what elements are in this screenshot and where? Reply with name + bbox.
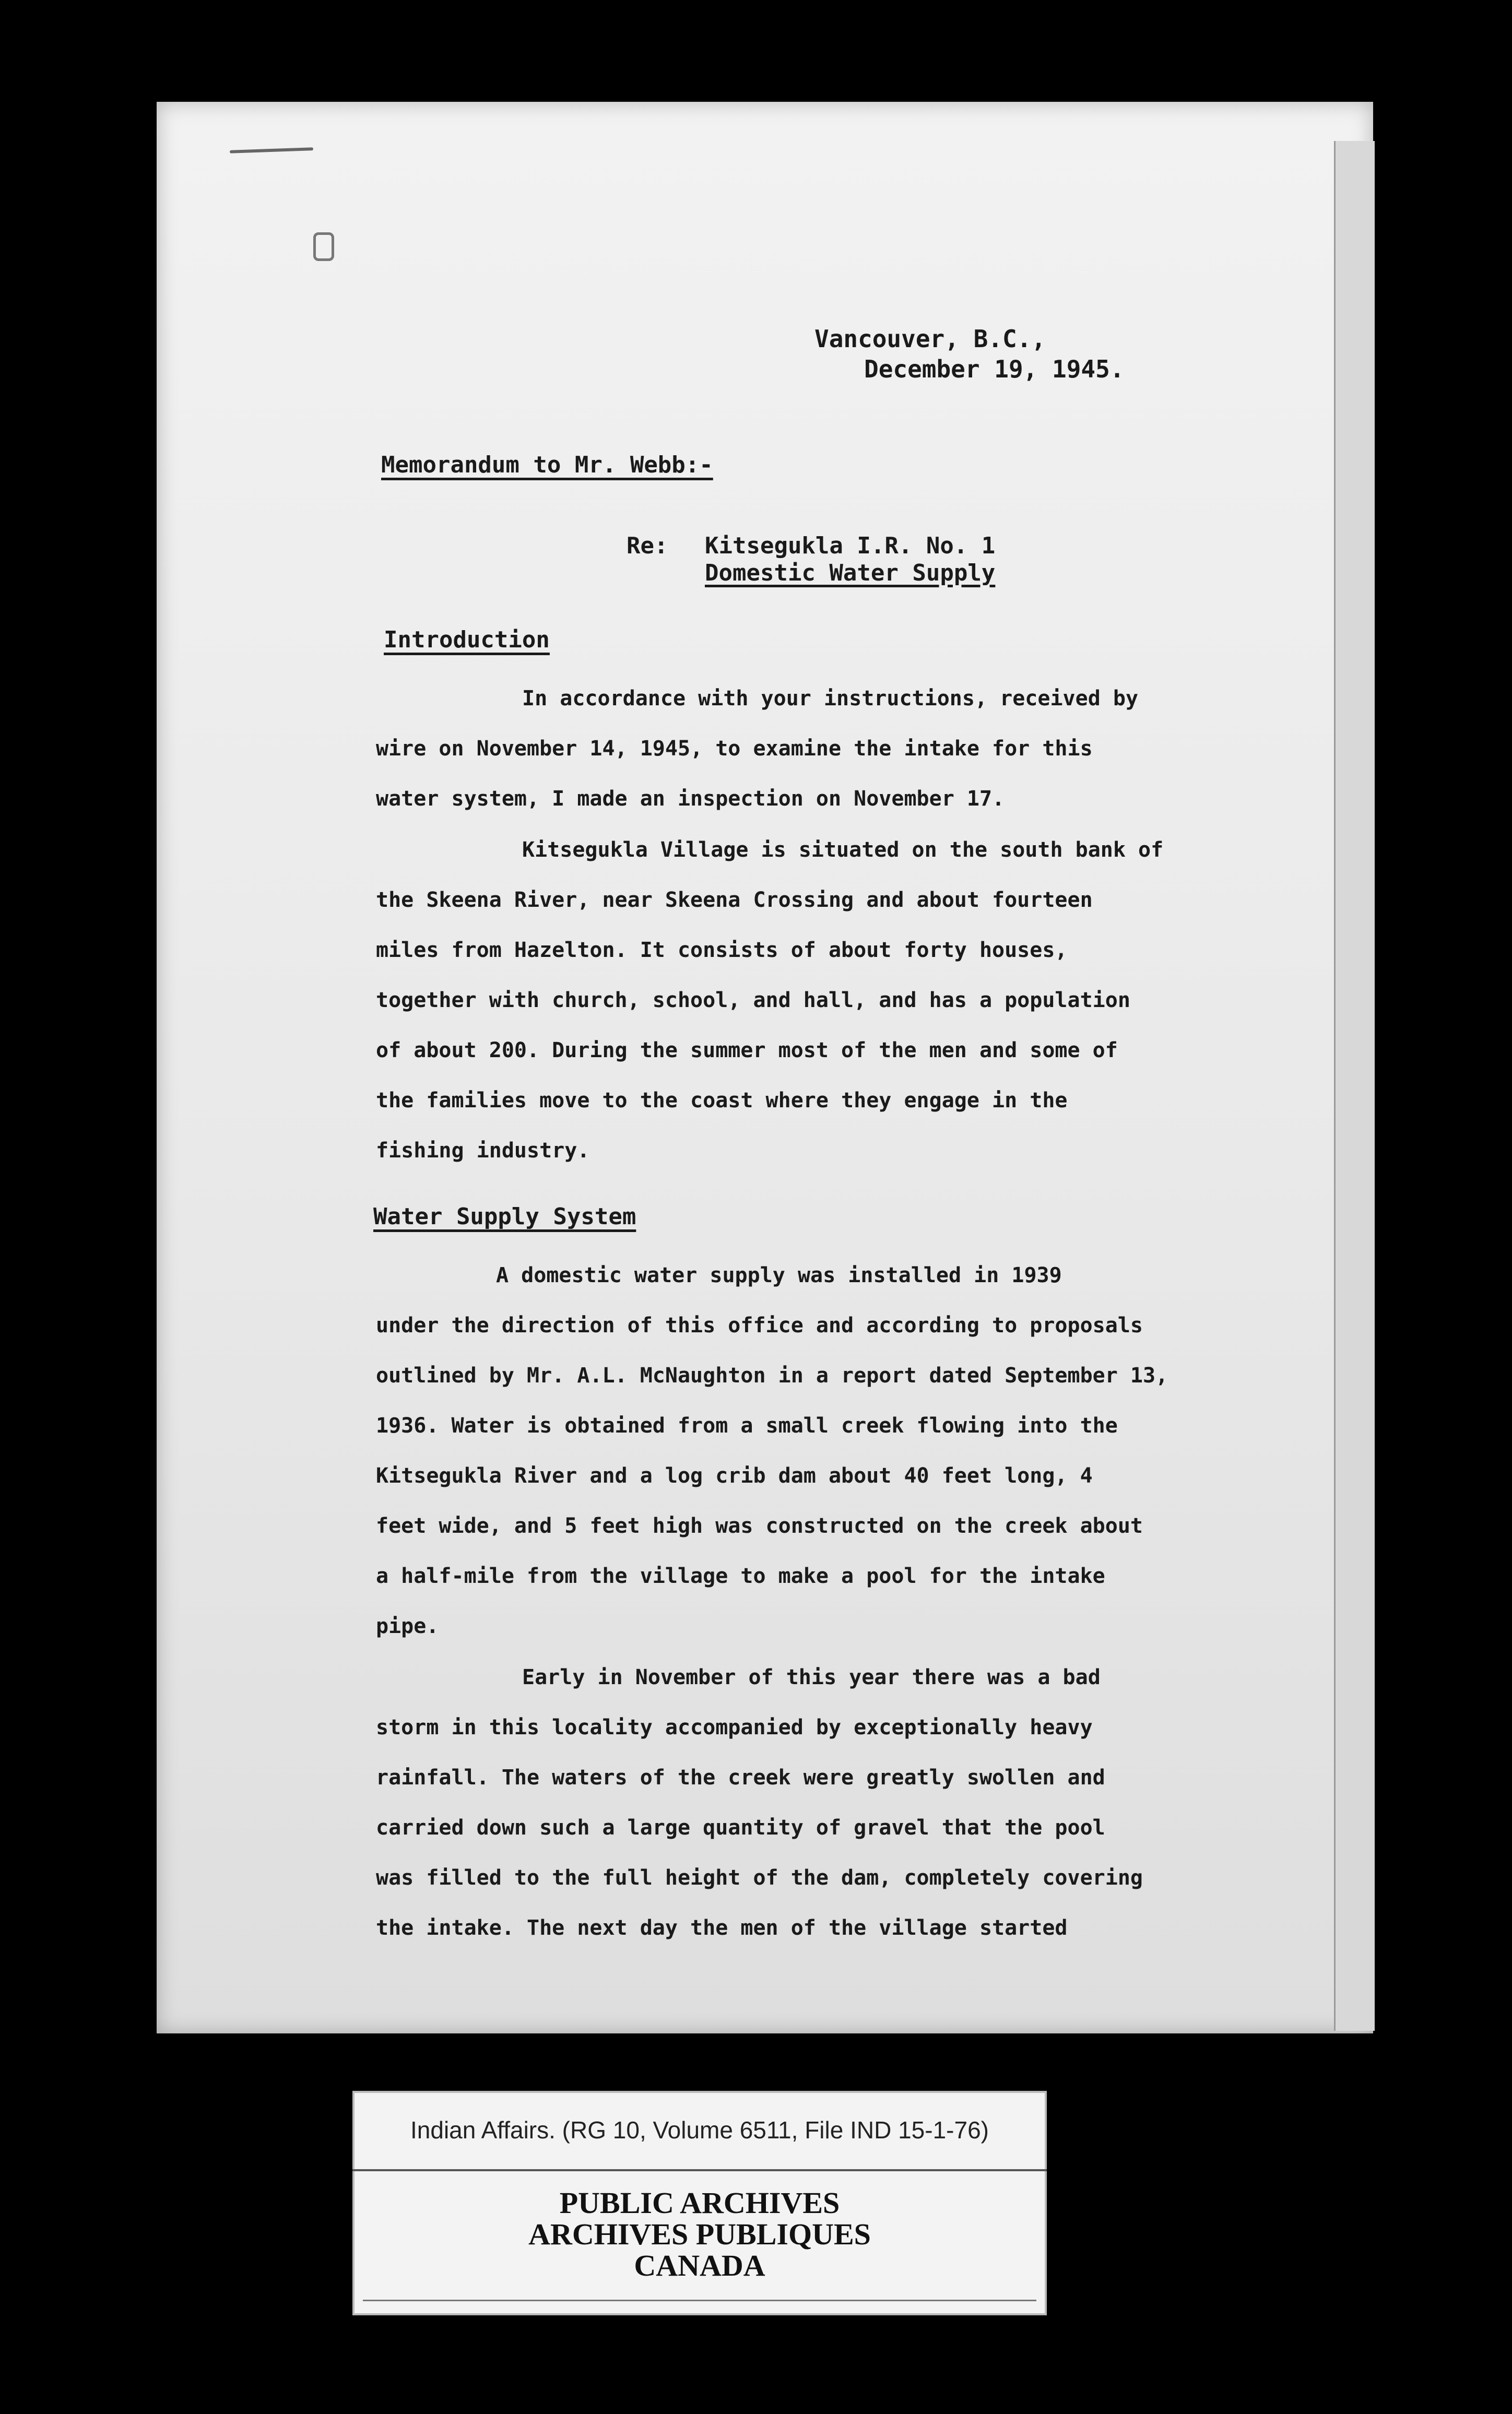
water-supply-paragraph-1: A domestic water supply was installed in 1939 under the direction of this office and according to proposals outlined by Mr. A.L. McNaughton in a report dated September 13, 1936. Water is obtained from a small creek flowing into the Kitsegukla River and a log crib dam about 40 feet long, 4 feet wide, and 5 feet high was constructed on the creek about a half-mile from the village to make a pool for the intake pipe. <box>376 1263 1168 1638</box>
water-supply-paragraph-2: Early in November of this year there was a bad storm in this locality accompanied by exceptionally heavy rainfall. The waters of the creek were greatly swollen and carried down such a large quantity of gravel that the pool was filled to the full height of the dam, completely covering the intake. The next day the men of the village started <box>376 1665 1143 1940</box>
subject-line-1: Kitsegukla I.R. No. 1 <box>705 532 996 559</box>
archive-stamp-line-3: CANADA <box>634 2249 765 2282</box>
label-divider <box>363 2300 1036 2301</box>
place: Vancouver, B.C., <box>814 325 1046 353</box>
dateline <box>814 324 1125 384</box>
introduction-heading: Introduction <box>384 626 550 653</box>
subject-line-2: Domestic Water Supply <box>705 560 996 586</box>
introduction-paragraph-2: Kitsegukla Village is situated on the south bank of the Skeena River, near Skeena Crossing and about fourteen miles from Hazelton. It consists of about forty houses, together with church, school, and hall, and has a population of about 200. During the summer most of the men and some of the families move to the coast where they engage in the fishing industry. <box>376 838 1164 1163</box>
page-edge <box>1334 141 1375 2031</box>
archive-reference: Indian Affairs. (RG 10, Volume 6511, File IND 15-1-76) <box>352 2091 1047 2171</box>
introduction-paragraph-1: In accordance with your instructions, received by wire on November 14, 1945, to examine the intake for this water system, I made an inspection on November 17. <box>376 687 1139 811</box>
archive-stamp-line-2: ARCHIVES PUBLIQUES <box>528 2217 871 2251</box>
archive-stamp <box>352 2187 1047 2281</box>
water-supply-heading: Water Supply System <box>373 1203 636 1230</box>
memo-recipient: Memorandum to Mr. Webb:- <box>381 452 713 478</box>
corner-mark <box>313 232 334 261</box>
subject-block <box>627 532 995 587</box>
archive-label <box>352 2091 1047 2315</box>
re-label: Re: <box>627 532 668 559</box>
date: December 19, 1945. <box>864 355 1125 383</box>
archive-stamp-line-1: PUBLIC ARCHIVES <box>559 2186 840 2220</box>
